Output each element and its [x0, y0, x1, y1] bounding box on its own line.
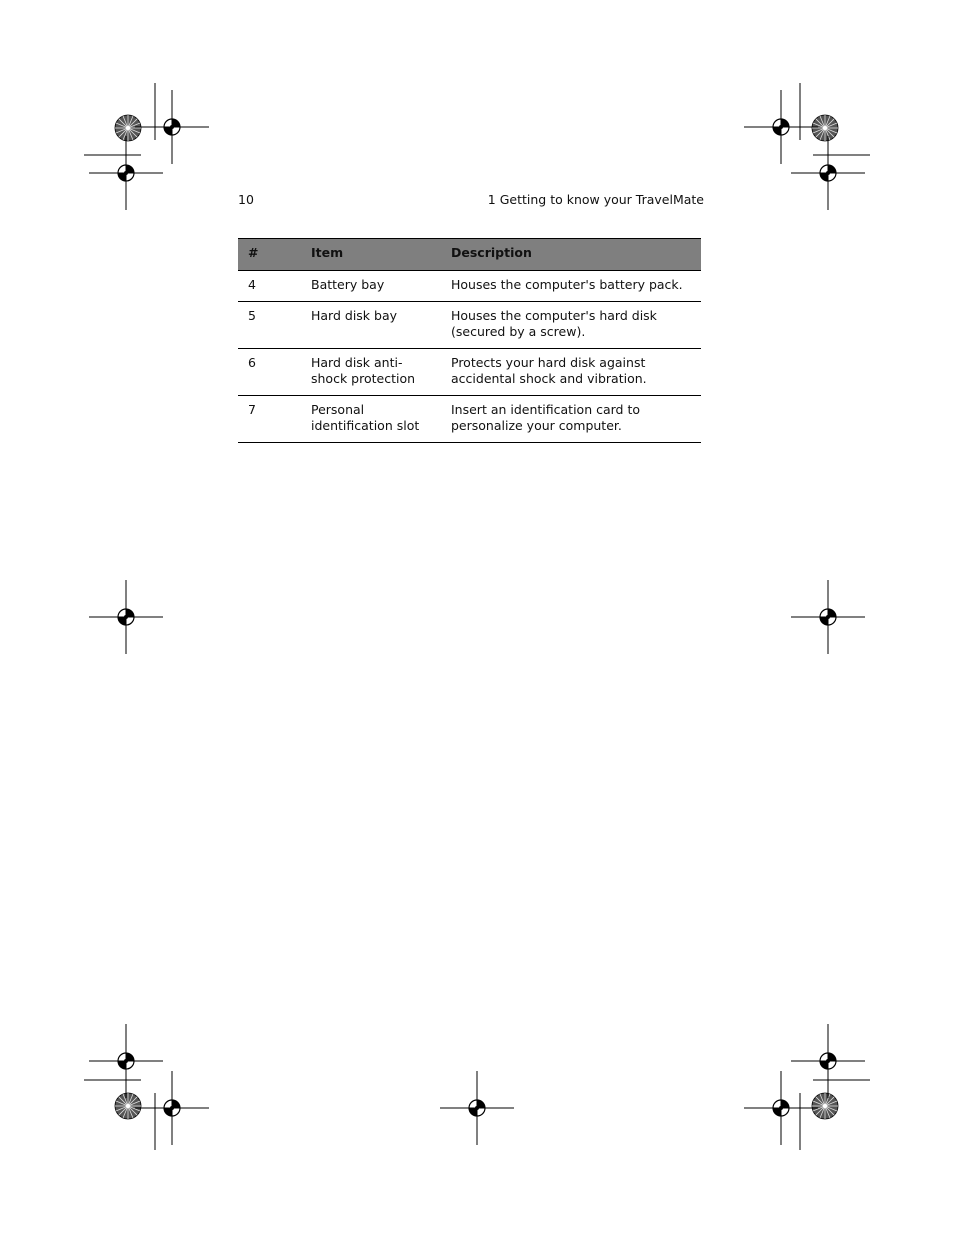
table-row	[238, 302, 701, 349]
row-description: Houses the computer's battery pack.	[441, 270, 701, 302]
row-item: Battery bay	[301, 270, 441, 302]
table-row	[238, 396, 701, 443]
column-header-item: Item	[301, 239, 441, 271]
column-header-description: Description	[441, 239, 701, 271]
row-item: Personal identification slot	[301, 396, 441, 443]
row-item: Hard disk anti-shock protection	[301, 349, 441, 396]
row-number: 7	[238, 396, 301, 443]
row-number: 5	[238, 302, 301, 349]
row-number: 6	[238, 349, 301, 396]
row-description: Insert an identification card to personalize your computer.	[441, 396, 701, 443]
row-description: Protects your hard disk against accidental shock and vibration.	[441, 349, 701, 396]
table-row	[238, 270, 701, 302]
row-description: Houses the computer's hard disk (secured by a screw).	[441, 302, 701, 349]
component-table	[238, 238, 701, 443]
row-item: Hard disk bay	[301, 302, 441, 349]
table-row	[238, 349, 701, 396]
table-header-row	[238, 239, 701, 271]
column-header-number: #	[238, 239, 301, 271]
page-number: 10	[238, 192, 254, 207]
chapter-title: 1 Getting to know your TravelMate	[487, 192, 704, 207]
row-number: 4	[238, 270, 301, 302]
